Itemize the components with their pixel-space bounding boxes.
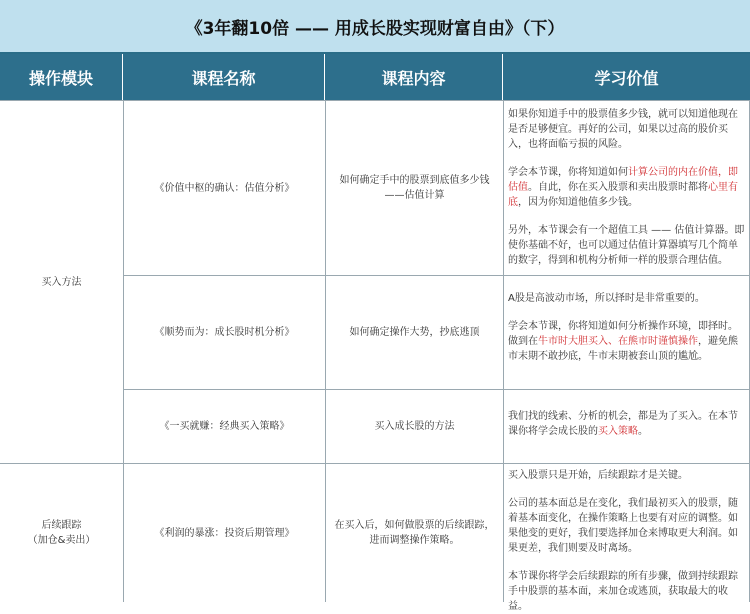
header-learning-value: 学习价值 bbox=[503, 54, 750, 100]
value-paragraph: 学会本节课，你将知道如何分析操作环境，即择时。做到在牛市时大胆买入、在熊市时谨慎操作，避免熊市末期不敢抄底，牛市末期被套山顶的尴尬。 bbox=[508, 321, 738, 362]
header-course-name: 课程名称 bbox=[123, 54, 325, 100]
learning-value-timing bbox=[504, 288, 749, 389]
course-content-timing: 如何确定操作大势，抄底逃顶 bbox=[349, 327, 480, 338]
value-paragraph: 本节课你将学会后续跟踪的所有步骤，做到持续跟踪手中股票的基本面，来加仓或逃顶，获取最大的收益。 bbox=[508, 571, 738, 612]
module-follow-up-line2: （加仓&卖出） bbox=[27, 535, 96, 546]
course-name-valuation: 《价值中枢的确认：估值分析》 bbox=[154, 182, 295, 194]
course-name-post-management: 《利润的暴涨：投资后期管理》 bbox=[154, 527, 295, 539]
value-paragraph: 我们找的线索、分析的机会，都是为了买入。在本节课你将学会成长股的买入策略。 bbox=[508, 411, 738, 437]
learning-value-buy-strategy bbox=[504, 406, 749, 463]
module-follow-up bbox=[0, 464, 123, 602]
header-module: 操作模块 bbox=[0, 54, 123, 100]
value-paragraph: 公司的基本面总是在变化，我们最初买入的股票，随着基本面变化，在操作策略上也要有对应的调整。如果他变的更好，我们要选择加仓来博取更大利润。如果更差，我们则要及时离场。 bbox=[508, 498, 738, 554]
course-content-buy-strategy: 买入成长股的方法 bbox=[374, 421, 455, 432]
value-paragraph: 买入股票只是开始，后续跟踪才是关键。 bbox=[508, 470, 688, 481]
course-content-valuation: 如何确定手中的股票到底值多少钱——估值计算 bbox=[339, 175, 490, 201]
value-paragraph: 学会本节课，你将知道如何计算公司的内在价值，即估值。自此，你在买入股票和卖出股票时都将心里有底，因为你知道他值多少钱。 bbox=[508, 167, 738, 208]
highlight-text: 计算公司的内在价值，即估值 bbox=[508, 167, 738, 193]
highlight-text: 买入策略 bbox=[598, 426, 638, 437]
course-content-post-management: 在买入后，如何做股票的后续跟踪，进而调整操作策略。 bbox=[334, 520, 495, 546]
module-buy-method: 买入方法 bbox=[41, 276, 82, 288]
highlight-text: 牛市时大胆买入、在熊市时谨慎操作 bbox=[538, 336, 698, 347]
learning-value-post-management bbox=[504, 465, 749, 612]
course-name-timing: 《顺势而为：成长股时机分析》 bbox=[154, 327, 295, 338]
value-paragraph: 如果你知道手中的股票值多少钱，就可以知道他现在是否足够便宜。再好的公司，如果以过高的股价买入，也将面临亏损的风险。 bbox=[508, 109, 738, 150]
module-follow-up-line1: 后续跟踪 bbox=[41, 520, 82, 531]
header-course-content: 课程内容 bbox=[325, 54, 503, 100]
table-title: 《3年翻10倍 —— 用成长股实现财富自由》（下） bbox=[0, 0, 750, 54]
highlight-text: 心里有底 bbox=[508, 182, 738, 208]
course-name-buy-strategy: 《一买就赚：经典买入策略》 bbox=[159, 421, 290, 432]
learning-value-valuation bbox=[504, 104, 749, 275]
value-paragraph: 另外，本节课会有一个超值工具 —— 估值计算器。即使你基础不好，也可以通过估值计算器填写几个简单的数字，得到和机构分析师一样的股票合理估值。 bbox=[508, 225, 745, 266]
value-paragraph: A股是高波动市场，所以择时是非常重要的。 bbox=[508, 293, 705, 304]
